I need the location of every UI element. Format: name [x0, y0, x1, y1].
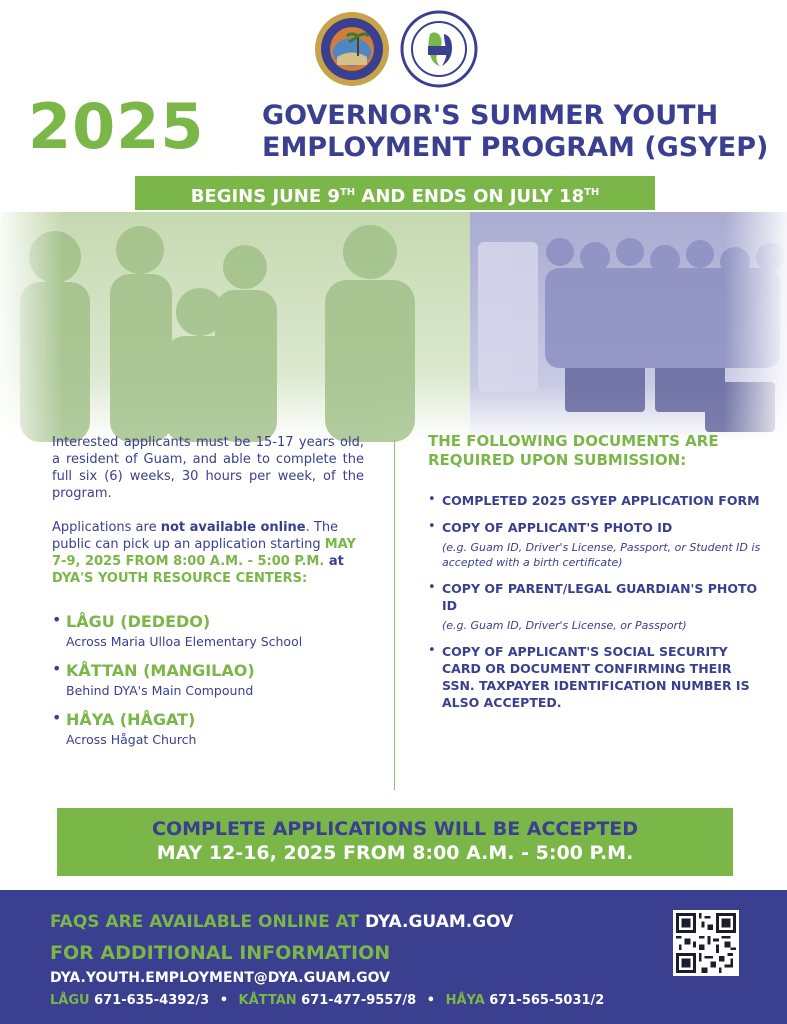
additional-info-heading: FOR ADDITIONAL INFORMATION: [50, 942, 391, 964]
bullet-icon: •: [428, 580, 436, 595]
header-seals: [0, 10, 787, 90]
phone-location-name: HÅYA: [445, 993, 485, 1008]
document-note: (e.g. Guam ID, Driver's License, or Passport): [442, 619, 687, 632]
bullet-icon: •: [52, 708, 62, 727]
required-documents-list: [428, 492, 768, 711]
faqs-text: FAQS ARE AVAILABLE ONLINE AT: [50, 912, 365, 932]
list-item: [428, 643, 768, 711]
faqs-line: [50, 912, 513, 932]
phone-number[interactable]: 671-565-5031/2: [489, 993, 605, 1008]
dates-end-text: AND ENDS ON JULY 18: [355, 186, 585, 207]
dates-end-suffix: TH: [584, 187, 600, 198]
availability-text-1: Applications are: [52, 520, 161, 535]
dates-start-text: BEGINS JUNE 9: [190, 186, 340, 207]
program-dates-banner: [135, 176, 655, 210]
phone-number[interactable]: 671-477-9557/8: [301, 993, 417, 1008]
acceptance-banner: [57, 808, 733, 876]
center-location: Behind DYA's Main Compound: [66, 683, 254, 698]
dya-department-of-youth-affairs-logo-icon: [400, 10, 478, 88]
list-item: [428, 519, 768, 570]
document-label: COPY OF APPLICANT'S SOCIAL SECURITY CARD OR DOCUMENT CONFIRMING THEIR SSN. TAXPAYER IDENTIFICATION NUMBER IS ALSO ACCEPTED.: [442, 644, 750, 710]
resource-centers-list: [52, 611, 364, 748]
dates-start-suffix: TH: [339, 187, 356, 198]
eligibility-text: Interested applicants must be 15-17 years old, a resident of Guam, and able to complete the full six (6) weeks, 30 hours per week, of the program.: [52, 435, 364, 501]
phone-location-name: KÅTTAN: [238, 993, 297, 1008]
qr-code-icon[interactable]: [673, 910, 739, 976]
required-documents-section: [428, 432, 768, 721]
document-note: (e.g. Guam ID, Driver's License, Passport, or Student ID is accepted with a birth certificate): [442, 541, 761, 569]
separator-dot: •: [219, 993, 228, 1008]
eligibility-section: [52, 434, 364, 758]
contact-footer: [0, 890, 787, 1024]
page-title: [262, 100, 782, 164]
availability-text-3: at: [324, 554, 344, 569]
availability-pickup-dates: MAY 7-9, 2025 FROM 8:00 A.M. - 5:00 P.M.: [52, 537, 356, 569]
center-location: Across Hågat Church: [66, 732, 197, 747]
center-name: HÅYA (HÅGAT): [66, 710, 196, 729]
contact-email-link[interactable]: DYA.YOUTH.EMPLOYMENT@DYA.GUAM.GOV: [50, 970, 390, 986]
phone-location-name: LÅGU: [50, 993, 90, 1008]
faqs-website-link[interactable]: DYA.GUAM.GOV: [364, 912, 514, 932]
availability-not-online: not available online: [160, 520, 306, 535]
bullet-icon: •: [52, 659, 62, 678]
required-documents-heading: [428, 432, 768, 470]
bullet-icon: •: [52, 610, 62, 629]
youth-photo-collage: [0, 212, 787, 442]
bullet-icon: •: [428, 643, 436, 658]
page-title-line-2: EMPLOYMENT PROGRAM (GSYEP): [262, 132, 769, 163]
bullet-icon: •: [428, 492, 436, 507]
list-item: [52, 611, 364, 650]
center-name: KÅTTAN (MANGILAO): [66, 661, 255, 680]
application-availability-text: [52, 519, 364, 587]
availability-text-2: . The public can pick up an application starting: [52, 520, 339, 552]
document-label: COMPLETED 2025 GSYEP APPLICATION FORM: [442, 493, 760, 508]
separator-dot: •: [426, 993, 436, 1008]
availability-centers-heading: DYA'S YOUTH RESOURCE CENTERS:: [52, 571, 308, 586]
column-divider: [394, 440, 395, 790]
phone-number[interactable]: 671-635-4392/3: [94, 993, 210, 1008]
required-documents-heading-line-2: REQUIRED UPON SUBMISSION:: [428, 451, 687, 469]
list-item: [52, 660, 364, 699]
document-label: COPY OF PARENT/LEGAL GUARDIAN'S PHOTO ID: [442, 581, 758, 613]
page-title-line-1: GOVERNOR'S SUMMER YOUTH: [262, 100, 719, 131]
bullet-icon: •: [428, 519, 436, 534]
document-label: COPY OF APPLICANT'S PHOTO ID: [442, 520, 673, 535]
list-item: [428, 492, 768, 509]
program-year: 2025: [28, 90, 205, 163]
center-location: Across Maria Ulloa Elementary School: [66, 634, 303, 649]
acceptance-line-1: COMPLETE APPLICATIONS WILL BE ACCEPTED: [152, 818, 638, 840]
list-item: [428, 580, 768, 633]
contact-phones: [50, 993, 604, 1008]
governor-of-guam-seal-icon: [313, 10, 391, 88]
acceptance-line-2: MAY 12-16, 2025 FROM 8:00 A.M. - 5:00 P.M.: [156, 842, 634, 864]
list-item: [52, 709, 364, 748]
center-name: LÅGU (DEDEDO): [66, 612, 211, 631]
required-documents-heading-line-1: THE FOLLOWING DOCUMENTS ARE: [428, 432, 719, 450]
